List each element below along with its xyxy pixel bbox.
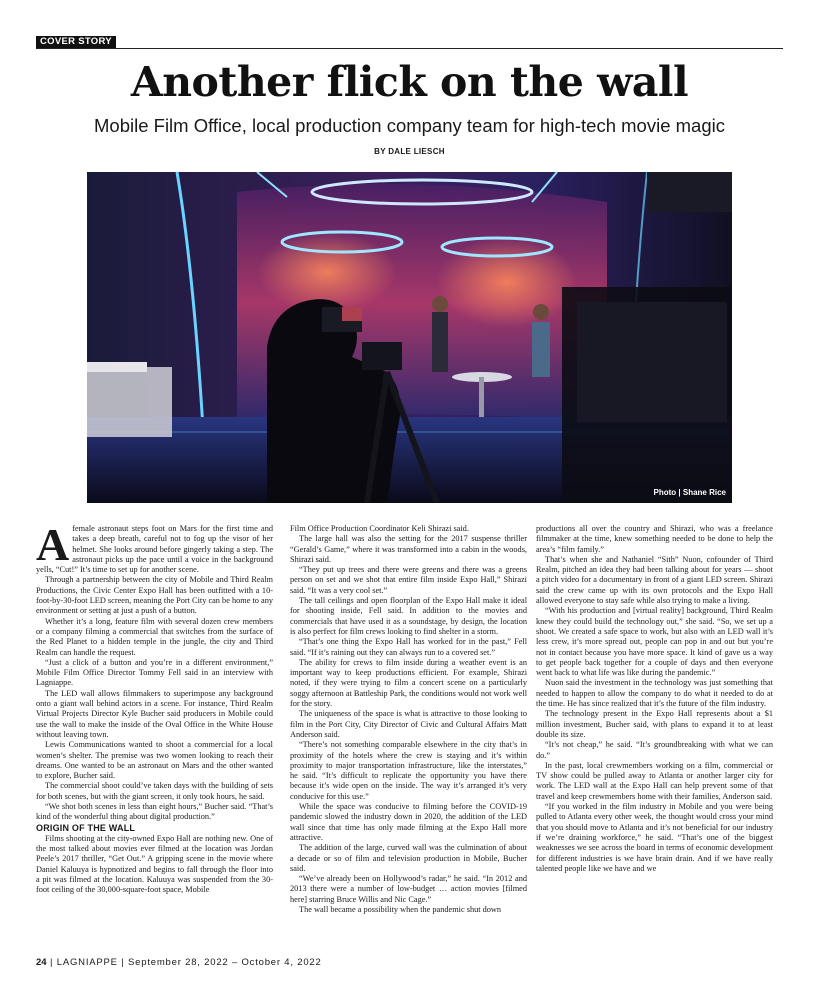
- column-1: [36, 524, 273, 944]
- paragraph: The addition of the large, curved wall was the culmination of about a decade or so of film and television production in Mobile, Bucher said.: [290, 843, 527, 873]
- paragraph: “We shot both scenes in less than eight hours,” Bucher said. “That’s kind of the wonderful thing about digital production.”: [36, 802, 273, 822]
- column-2: [290, 524, 527, 944]
- paragraph: Film Office Production Coordinator Keli Shirazi said.: [290, 524, 469, 533]
- paragraph: [36, 524, 273, 575]
- paragraph: “That’s one thing the Expo Hall has worked for in the past,” Fell said. “If it’s raining out they can always run to a covered set.”: [290, 637, 527, 657]
- page-footer: [36, 957, 322, 969]
- paragraph: Lewis Communications wanted to shoot a commercial for a local women’s shelter. The premise was two women looking to reach their dreams. One wanted to be an astronaut on Mars and the other wanted to explore, Bucher said.: [36, 740, 273, 781]
- paragraph: The tall ceilings and open floorplan of the Expo Hall make it ideal for shooting inside, Fell said. In addition to the movies and commercials that have used it as a soundstage, by design, the location is also perfect for film crews looking to find shelter in a storm.: [290, 596, 527, 636]
- subhead: ORIGIN OF THE WALL: [36, 822, 136, 833]
- drop-cap: A: [36, 524, 70, 570]
- paragraph: “We’ve already been on Hollywood’s radar,” he said. “In 2012 and 2013 there were a number of low-budget … action movies [filmed here] starring Bruce Willis and Nic Cage.”: [290, 874, 527, 904]
- paragraph: The ability for crews to film inside during a weather event is an important way to keep productions efficient. For example, Shirazi noted, if they were trying to film a concert scene on a particularly soggy afternoon at Battleship Park, the conditions would not work well for the story.: [290, 657, 527, 709]
- footer-separator: |: [121, 957, 125, 968]
- paragraph: The LED wall allows filmmakers to superimpose any background onto a giant wall behind actors in a scene. For instance, Third Realm Virtual Projects Director Kyle Bucher said producers in Mobile could use the wall to make the inside of the Oval Office in the White House without leaving town.: [36, 688, 273, 739]
- paragraph: “If you worked in the film industry in Mobile and you were being pulled to Atlanta every other week, the thought would cross your mind that you should move to Atlanta and it’s not beneficial for our industry if we’re draining workforce,” he said. “That’s one of the biggest weaknesses we see across the board in terms of economic development for different industries is we have brain drain. And if we have really talented people like we have and we: [536, 802, 773, 873]
- paragraph: productions all over the country and Shirazi, who was a freelance filmmaker at the time, knew something needed to be done to help the area’s “film family.”: [536, 524, 773, 554]
- footer-separator: |: [50, 957, 54, 968]
- page-number: 24: [36, 957, 47, 968]
- paragraph: Films shooting at the city-owned Expo Hall are nothing new. One of the most talked about movies ever filmed at the location was Jordan Peele’s 2017 thriller, “Get Out.” A gripping scene in the movie where Daniel Kaluuya is hypnotized and begins to fall through the floor into a pit was filmed at the location. Kaluuya was suspended from the 30-foot ceiling of the 30,000-square-foot space, Mobile: [36, 833, 273, 895]
- deck: Mobile Film Office, local production company team for high-tech movie magic: [94, 115, 725, 136]
- issue-dates: September 28, 2022 – October 4, 2022: [128, 957, 322, 968]
- paragraph: While the space was conducive to filming before the COVID-19 pandemic slowed the industry down in 2020, the addition of the LED wall since that time has only made filming at the Expo Hall more attractive.: [290, 802, 527, 842]
- byline: BY DALE LIESCH: [374, 147, 445, 156]
- section-rule: [36, 36, 783, 49]
- article-body: [36, 524, 783, 944]
- section-label: COVER STORY: [36, 36, 116, 48]
- lead-photo: [87, 172, 732, 503]
- paragraph: The large hall was also the setting for the 2017 suspense thriller “Gerald’s Game,” where it was transformed into a cabin in the woods, Shirazi said.: [290, 534, 527, 564]
- paragraph: The wall became a possibility when the pandemic shut down: [299, 904, 502, 914]
- paragraph: “With his production and [virtual reality] background, Third Realm knew they could build the technology out,” she said. “So, we set up a shoot. We created a safe space to work, but also with an LED wall it’s less crew, it’s more spread out, people can pop in and out but you’re not in contact because you have more space. It kind of gave us a way to get people back together for a couple of days and then everyone went back to what life was like during the pandemic.”: [536, 606, 773, 678]
- publication-name: LAGNIAPPE: [56, 957, 118, 968]
- paragraph: Whether it’s a long, feature film with several dozen crew members or a company filming a commercial that switches from the surface of the Red Planet to a hidden temple in the jungle, the city and Third Realm can handle the request.: [36, 616, 273, 657]
- paragraph: “There’s not something comparable elsewhere in the city that’s in proximity of the hotels where the crew is staying and it’s within proximity to major transportation infrastructure, like the interstates,” he said. “It’s difficult to replicate the opportunity you have there because it’s wide open on the inside. The way it’s arranged it’s very conducive for this use.”: [290, 740, 527, 801]
- paragraph: Nuon said the investment in the technology was just something that needed to happen to allow the company to do what it needed to do at the time. He has since realized that it’s the future of the film industry.: [536, 678, 773, 709]
- paragraph: Through a partnership between the city of Mobile and Third Realm Productions, the Civic Center Expo Hall has been outfitted with a 10-foot-by-30-foot LED screen, meaning the Port City can be home to any environment or setting at just a push of a button.: [36, 575, 273, 616]
- paragraph: “They put up trees and there were greens and there was a greens person on set and we shot that entire film inside Expo Hall,” Shirazi said. “It was a very cool set.”: [290, 565, 527, 595]
- paragraph: The uniqueness of the space is what is attractive to those looking to film in the Port City, City Director of Civic and Cultural Affairs Matt Anderson said.: [290, 709, 527, 739]
- paragraph: In the past, local crewmembers working on a film, commercial or TV show could be pulled away to Atlanta or another larger city for work. The LED wall at the Expo Hall can help prevent some of that travel and keep crewmembers home with their families, Anderson said.: [536, 760, 773, 801]
- led-stage-illustration: [87, 172, 732, 503]
- photo-credit: Photo | Shane Rice: [653, 488, 726, 497]
- paragraph-text: female astronaut steps foot on Mars for the first time and takes a deep breath, careful not to fog up the visor of her helmet. She looks around before gingerly taking a step. The astronaut picks up the pace until a voice in the background yells, “Cut!” It’s time to set up for another scene.: [36, 524, 273, 575]
- paragraph: The commercial shoot could’ve taken days with the building of sets for both scenes, but with the giant screen, it only took hours, he said.: [36, 781, 273, 801]
- paragraph: “It’s not cheap,” he said. “It’s groundbreaking with what we can do.”: [536, 740, 773, 760]
- paragraph: That’s when she and Nathaniel “Sith” Nuon, cofounder of Third Realm, pitched an idea they had been talking about for years — shoot a pitch video for a documentary in front of a giant LED screen. Shirazi said the crew came up with its own protocols and the Expo Hall allowed everyone to stay safe while also trying to make a living.: [536, 554, 773, 606]
- paragraph: The technology present in the Expo Hall represents about a $1 million investment, Bucher said, with plans to expand it to at least double its size.: [536, 709, 773, 739]
- column-3: [536, 524, 773, 944]
- paragraph: “Just a click of a button and you’re in a different environment,” Mobile Film Office Director Tommy Fell said in an interview with Lagniappe.: [36, 657, 273, 688]
- headline: Another flick on the wall: [130, 58, 689, 106]
